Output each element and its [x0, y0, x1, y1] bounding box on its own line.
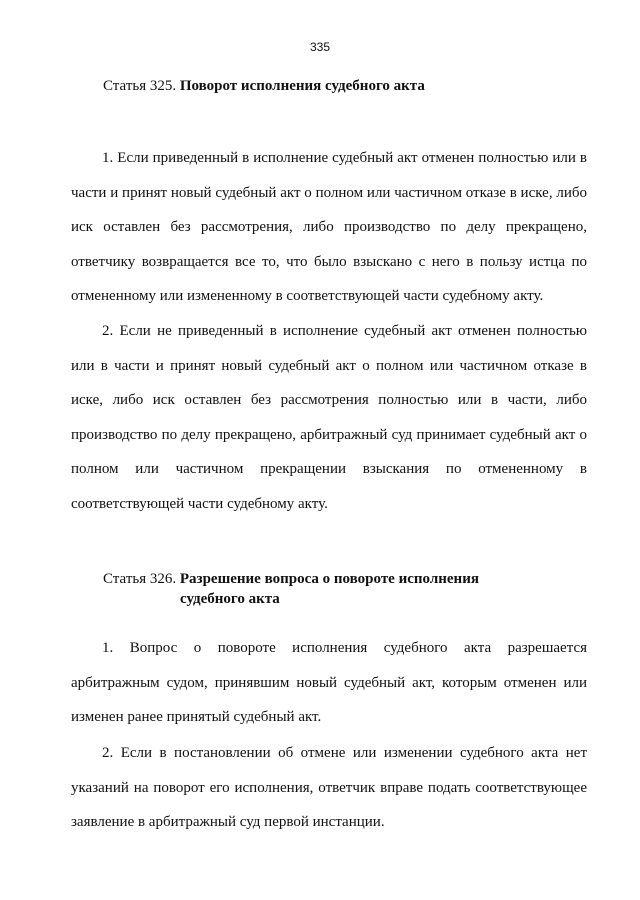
- article-325-paragraph-2: 2. Если не приведенный в исполнение судебный акт отменен полностью или в части и принят новый судебный акт о полном или частичном отказе в иске, либо иск оставлен без рассмотрения полностью или в части, либо производство по делу прекращено, арбитражный суд принимает судебный акт о полном или частичном прекращении взыскания по отмененному в соответствующей части судебному акту.: [71, 323, 587, 512]
- article-326-title-line-1: Разрешение вопроса о повороте исполнения: [179, 571, 479, 587]
- article-326-prefix: Статья 326.: [103, 571, 177, 587]
- article-326-paragraph-1: 1. Вопрос о повороте исполнения судебного акта разрешается арбитражным судом, принявшим новый судебный акт, которым отменен или изменен ранее принятый судебный акт.: [71, 640, 587, 725]
- article-325-paragraph-1: 1. Если приведенный в исполнение судебный акт отменен полностью или в части и принят новый судебный акт о полном или частичном отказе в иске, либо иск оставлен без рассмотрения, либо производство по делу прекращено, ответчику возвращается все то, что было взыскано с него в пользу истца по отмененному или измененному в соответствующей части судебному акту.: [71, 150, 587, 304]
- article-325-prefix: Статья 325.: [103, 78, 177, 94]
- article-325-title: Поворот исполнения судебного акта: [179, 78, 425, 94]
- article-326-title-line-2: судебного акта: [180, 591, 280, 607]
- article-326-paragraph-2: 2. Если в постановлении об отмене или изменении судебного акта нет указаний на поворот его исполнения, ответчик вправе подать соответствующее заявление в арбитражный суд первой инстанции.: [71, 745, 587, 830]
- page-number: 335: [309, 40, 331, 54]
- article-325-heading: [103, 76, 425, 96]
- article-326-heading: [103, 569, 479, 609]
